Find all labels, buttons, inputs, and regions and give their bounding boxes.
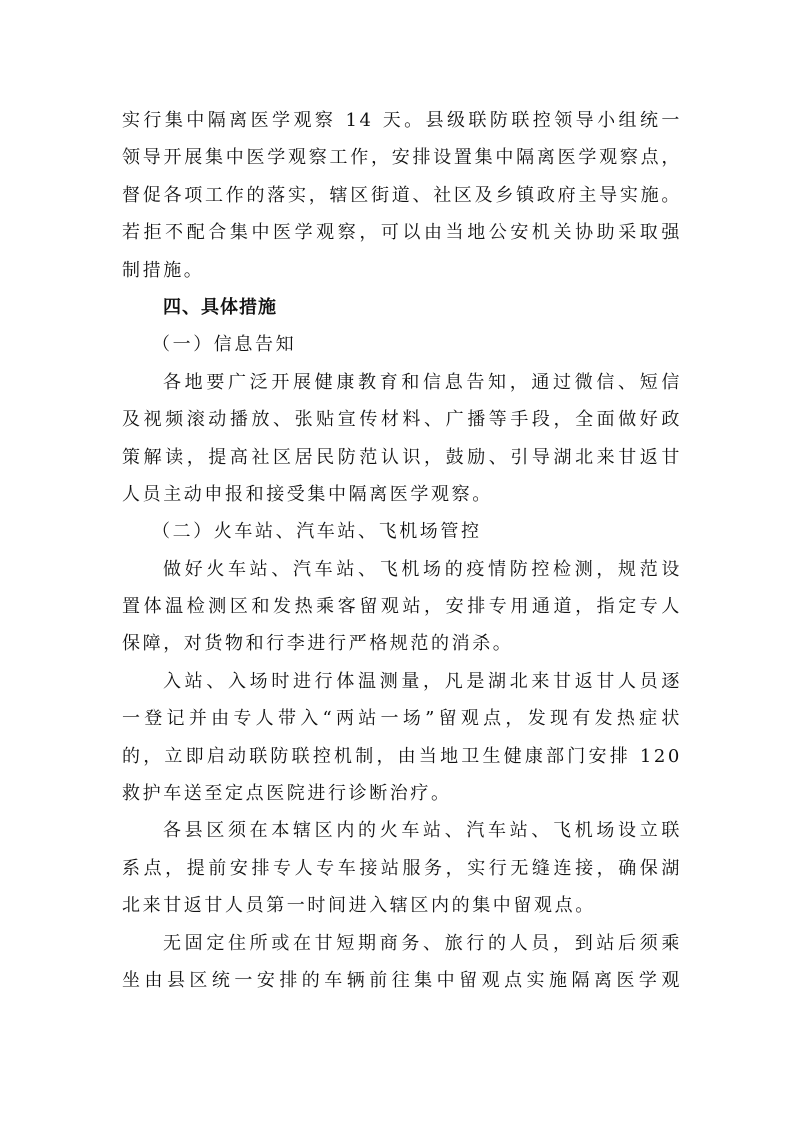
text-line: 坐由县区统一安排的车辆前往集中留观点实施隔离医学观 bbox=[122, 969, 682, 991]
text-line: 救护车送至定点医院进行诊断治疗。 bbox=[122, 783, 452, 805]
text-line: 置体温检测区和发热乘客留观站，安排专用通道，指定专人 bbox=[122, 596, 682, 618]
text-line: 做好火车站、汽车站、飞机场的疫情防控检测，规范设 bbox=[163, 558, 682, 580]
text-line: 系点，提前安排专人专车接站服务，实行无缝连接，确保湖 bbox=[122, 857, 682, 879]
text-line: 人员主动申报和接受集中隔离医学观察。 bbox=[122, 483, 493, 505]
text-line: 无固定住所或在甘短期商务、旅行的人员，到站后须乘 bbox=[163, 932, 682, 954]
text-line: 及视频滚动播放、张贴宣传材料、广播等手段，全面做好政 bbox=[122, 409, 682, 431]
text-line: 入站、入场时进行体温测量，凡是湖北来甘返甘人员逐 bbox=[163, 670, 682, 692]
text-line: 四、具体措施 bbox=[163, 296, 277, 318]
text-line: （一）信息告知 bbox=[152, 334, 297, 356]
paragraph bbox=[122, 372, 682, 522]
paragraph bbox=[122, 110, 682, 297]
text-line: 领导开展集中医学观察工作，安排设置集中隔离医学观察点， bbox=[122, 147, 682, 169]
subsection-heading bbox=[122, 334, 682, 371]
text-line: 若拒不配合集中医学观察，可以由当地公安机关协助采取强 bbox=[122, 222, 682, 244]
subsection-heading bbox=[122, 521, 682, 558]
text-line: 的，立即启动联防联控机制，由当地卫生健康部门安排 120 bbox=[122, 745, 682, 767]
text-line: 一登记并由专人带入“两站一场”留观点，发现有发热症状 bbox=[122, 708, 682, 730]
text-line: 各县区须在本辖区内的火车站、汽车站、飞机场设立联 bbox=[163, 820, 682, 842]
text-line: 策解读，提高社区居民防范认识，鼓励、引导湖北来甘返甘 bbox=[122, 446, 682, 468]
text-line: 北来甘返甘人员第一时间进入辖区内的集中留观点。 bbox=[122, 895, 596, 917]
paragraph bbox=[122, 820, 682, 932]
document-body bbox=[122, 110, 682, 1007]
paragraph bbox=[122, 559, 682, 671]
text-line: 各地要广泛开展健康教育和信息告知，通过微信、短信 bbox=[163, 371, 682, 393]
text-line: 保障，对货物和行李进行严格规范的消杀。 bbox=[122, 633, 514, 655]
paragraph bbox=[122, 671, 682, 821]
text-line: （二）火车站、汽车站、飞机场管控 bbox=[152, 521, 482, 543]
text-line: 督促各项工作的落实，辖区街道、社区及乡镇政府主导实施。 bbox=[122, 184, 682, 206]
section-heading bbox=[122, 297, 682, 334]
paragraph bbox=[122, 933, 682, 1008]
text-line: 制措施。 bbox=[122, 259, 205, 281]
text-line: 实行集中隔离医学观察 14 天。县级联防联控领导小组统一 bbox=[122, 110, 682, 131]
